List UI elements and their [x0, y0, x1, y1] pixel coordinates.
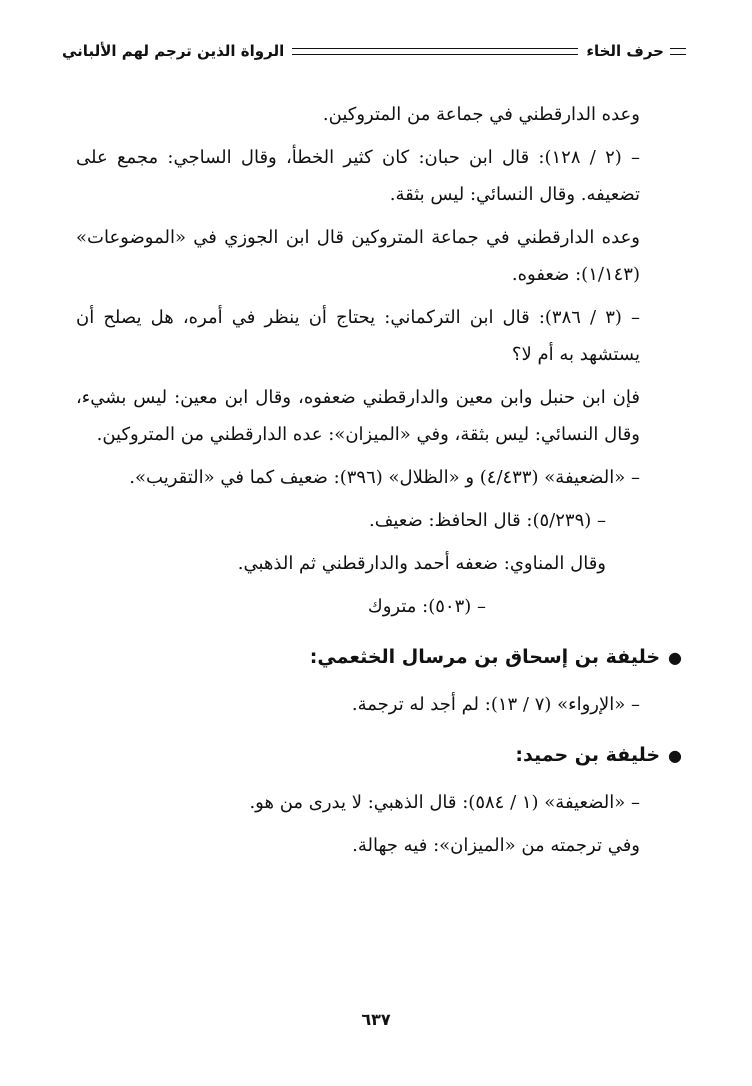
- page-number: ٦٣٧: [361, 1010, 391, 1029]
- paragraph: – (٥/٢٣٩): قال الحافظ: ضعيف.: [368, 510, 606, 531]
- paragraph: – «الضعيفة» (٤/٤٣٣) و «الظلال» (٣٩٦): ضعيف كما في «التقريب».: [129, 467, 640, 488]
- paragraph: – «الضعيفة» (١ / ٥٨٤): قال الذهبي: لا يدرى من هو.: [249, 792, 640, 813]
- paragraph: – (٢ / ١٢٨): قال ابن حبان: كان كثير الخطأ، وقال الساجي: مجمع على تضعيفه. وقال النسائي: ليس بثقة.: [76, 147, 640, 205]
- header-section: حرف الخاء: [586, 42, 664, 60]
- running-header: [62, 38, 686, 64]
- header-rule-short: [670, 48, 686, 55]
- paragraph: وعده الدارقطني في جماعة المتروكين قال ابن الجوزي في «الموضوعات» (١/١٤٣): ضعفوه.: [76, 227, 640, 285]
- entry-title: خليفة بن إسحاق بن مرسال الخثعمي:: [309, 646, 661, 668]
- entry-title: خليفة بن حميد:: [515, 744, 661, 766]
- paragraph: وعده الدارقطني في جماعة من المتروكين.: [322, 104, 640, 125]
- header-book-title: الرواة الذين ترجم لهم الألباني: [62, 42, 285, 60]
- page-body: [76, 96, 686, 870]
- paragraph: – «الإرواء» (٧ / ١٣): لم أجد له ترجمة.: [351, 694, 640, 715]
- paragraph: – (٣ / ٣٨٦): قال ابن التركماني: يحتاج أن ينظر في أمره، هل يصلح أن يستشهد به أم لا؟: [76, 307, 640, 365]
- entry-heading: [76, 737, 686, 774]
- paragraph: وفي ترجمته من «الميزان»: فيه جهالة.: [352, 835, 640, 856]
- entry-heading: [76, 639, 686, 676]
- header-rule-long: [292, 48, 578, 55]
- bullet-icon: ●: [668, 746, 682, 765]
- bullet-icon: ●: [668, 648, 682, 667]
- paragraph: – (٥٠٣): متروك: [367, 596, 486, 617]
- paragraph: وقال المناوي: ضعفه أحمد والدارقطني ثم الذهبي.: [237, 553, 606, 574]
- paragraph: فإن ابن حنبل وابن معين والدارقطني ضعفوه، وقال ابن معين: ليس بشيء، وقال النسائي: ليس بثقة، وفي «الميزان»: عده الدارقطني من المتروكين.: [76, 387, 640, 445]
